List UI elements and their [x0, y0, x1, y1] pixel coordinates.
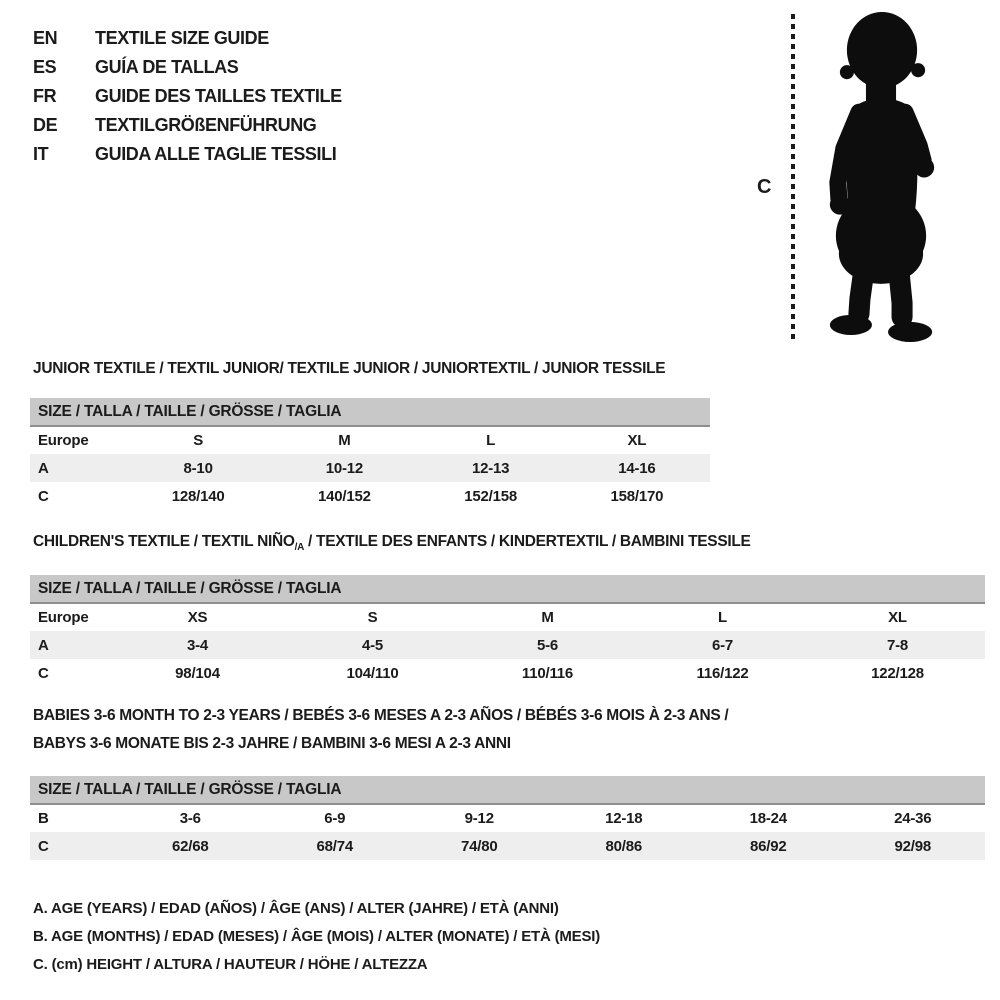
language-row-es [33, 53, 342, 82]
language-title: GUIDE DES TAILLES TEXTILE [95, 86, 342, 106]
row-label: C [30, 832, 118, 860]
table-cell: M [541, 609, 554, 626]
language-row-it [33, 140, 342, 169]
language-code: FR [33, 86, 57, 106]
table-cell: 10-12 [271, 454, 417, 482]
junior-size-table [30, 398, 710, 510]
table-cell: 116/122 [696, 664, 749, 682]
table-header-row [30, 398, 710, 426]
table-row [30, 659, 985, 687]
table-cell: 3-4 [110, 631, 285, 659]
table-row [30, 631, 985, 659]
table-cell: 4-5 [285, 631, 460, 659]
language-code: ES [33, 57, 57, 77]
size-header-band: SIZE / TALLA / TAILLE / GRÖSSE / TAGLIA [30, 776, 985, 804]
table-cell: XS [187, 609, 208, 626]
table-row [30, 832, 985, 860]
row-label: C [38, 664, 49, 682]
section-title-text: CHILDREN'S TEXTILE / TEXTIL NIÑO [33, 533, 295, 550]
table-row [30, 426, 710, 454]
table-cell: 68/74 [263, 832, 408, 860]
note-c: C. (cm) HEIGHT / ALTURA / HAUTEUR / HÖHE / ALTEZZA [33, 955, 428, 973]
table-cell: M [338, 432, 351, 449]
table-cell: 5-6 [460, 631, 635, 659]
section-title-babies [33, 702, 728, 758]
size-header-band: SIZE / TALLA / TAILLE / GRÖSSE / TAGLIA [30, 398, 710, 426]
table-cell: 110/116 [521, 664, 574, 682]
table-cell: 140/152 [317, 487, 371, 505]
section-title-line: BABYS 3-6 MONATE BIS 2-3 JAHRE / BAMBINI 3-6 MESI A 2-3 ANNI [33, 735, 511, 752]
language-row-fr [33, 82, 342, 111]
size-header-band: SIZE / TALLA / TAILLE / GRÖSSE / TAGLIA [30, 575, 985, 603]
row-label: C [38, 487, 49, 505]
table-cell: 18-24 [749, 810, 787, 827]
babies-size-table [30, 776, 985, 860]
row-label: A [30, 454, 125, 482]
table-cell: 6-7 [635, 631, 810, 659]
table-header-row [30, 575, 985, 603]
table-header-row [30, 776, 985, 804]
language-title: TEXTILE SIZE GUIDE [95, 28, 269, 48]
table-cell: 24-36 [894, 810, 932, 827]
section-title-junior: JUNIOR TEXTILE / TEXTIL JUNIOR/ TEXTILE JUNIOR / JUNIORTEXTIL / JUNIOR TESSILE [33, 360, 666, 377]
row-label: B [38, 810, 49, 827]
table-cell: 6-9 [324, 810, 346, 827]
language-header [33, 24, 342, 169]
language-code: EN [33, 28, 58, 48]
language-title: GUÍA DE TALLAS [95, 57, 239, 77]
note-a: A. AGE (YEARS) / EDAD (AÑOS) / ÂGE (ANS) / ALTER (JAHRE) / ETÀ (ANNI) [33, 899, 559, 917]
section-title-line: BABIES 3-6 MONTH TO 2-3 YEARS / BEBÉS 3-6 MESES A 2-3 AÑOS / BÉBÉS 3-6 MOIS À 2-3 ANS / [33, 707, 729, 724]
baby-silhouette-icon [805, 10, 957, 346]
table-cell: 104/110 [346, 664, 399, 682]
table-cell: 158/170 [610, 487, 664, 505]
language-row-de [33, 111, 342, 140]
table-cell: 3-6 [179, 810, 201, 827]
table-cell: 14-16 [564, 454, 710, 482]
section-title-subscript: /A [294, 542, 305, 554]
table-row [30, 603, 985, 631]
table-cell: L [486, 432, 496, 449]
table-row [30, 454, 710, 482]
row-label: A [30, 631, 110, 659]
table-cell: 7-8 [810, 631, 985, 659]
table-cell: 8-10 [125, 454, 271, 482]
table-cell: 12-13 [418, 454, 564, 482]
height-measure-dotted-line [791, 14, 795, 340]
table-row [30, 804, 985, 832]
row-label: Europe [38, 432, 89, 449]
table-cell: L [718, 609, 727, 626]
table-cell: XL [627, 432, 647, 449]
row-label: Europe [38, 609, 89, 626]
table-cell: 9-12 [464, 810, 494, 827]
section-title-children [33, 533, 751, 553]
legend-notes [33, 894, 600, 978]
note-b: B. AGE (MONTHS) / EDAD (MESES) / ÂGE (MOIS) / ALTER (MONATE) / ETÀ (MESI) [33, 927, 601, 945]
table-cell: 74/80 [407, 832, 552, 860]
table-cell: 128/140 [171, 487, 225, 505]
language-title: TEXTILGRÖßENFÜHRUNG [95, 115, 317, 135]
table-cell: S [193, 432, 204, 449]
table-cell: XL [888, 609, 907, 626]
table-cell: 152/158 [464, 487, 518, 505]
table-cell: 98/104 [175, 664, 220, 682]
language-code: DE [33, 115, 58, 135]
table-cell: 80/86 [552, 832, 697, 860]
section-title-text: / TEXTILE DES ENFANTS / KINDERTEXTIL / BAMBINI TESSILE [304, 533, 751, 550]
table-row [30, 482, 710, 510]
children-size-table [30, 575, 985, 687]
language-title: GUIDA ALLE TAGLIE TESSILI [95, 144, 337, 164]
table-cell: 122/128 [871, 664, 924, 682]
height-measure-label: C [757, 176, 772, 198]
table-cell: S [367, 609, 378, 626]
table-cell: 86/92 [696, 832, 841, 860]
table-cell: 92/98 [841, 832, 986, 860]
table-cell: 62/68 [118, 832, 263, 860]
language-row-en [33, 24, 342, 53]
language-code: IT [33, 144, 49, 164]
table-cell: 12-18 [605, 810, 643, 827]
